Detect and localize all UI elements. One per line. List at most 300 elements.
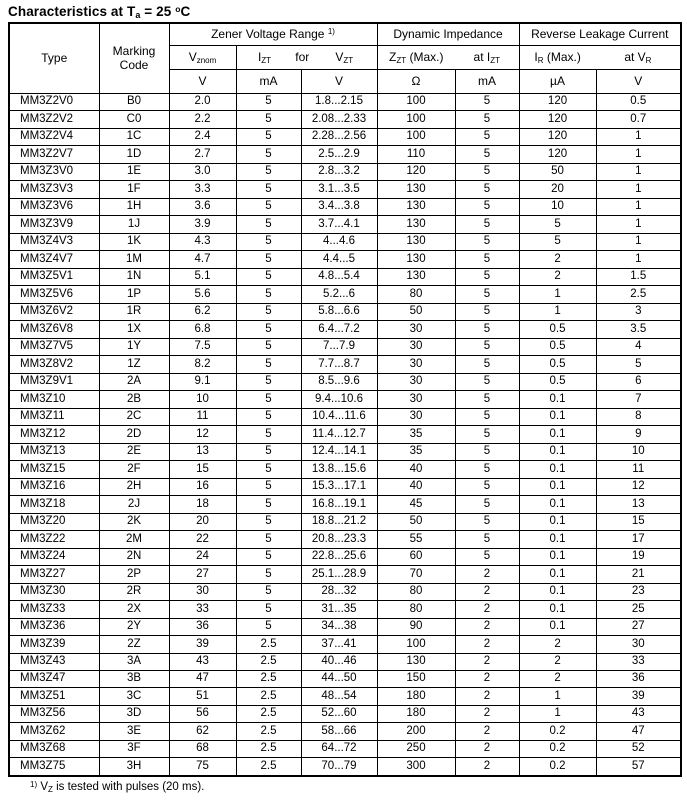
cell-vznom: 3.3: [169, 181, 236, 198]
cell-at-vr: 23: [596, 583, 681, 600]
cell-at-izt: 5: [455, 111, 519, 128]
cell-ir-max: 0.1: [519, 391, 596, 408]
cell-at-izt: 5: [455, 391, 519, 408]
cell-vznom: 3.0: [169, 163, 236, 180]
table-row: [9, 513, 681, 530]
cell-vzt-range: 40...46: [301, 653, 377, 670]
cell-at-vr: 27: [596, 618, 681, 635]
cell-marking-code: 2Z: [99, 636, 169, 653]
table-row: [9, 653, 681, 670]
cell-type: MM3Z18: [9, 496, 99, 513]
cell-zzt-max: 130: [377, 181, 455, 198]
cell-vzt-range: 2.8...3.2: [301, 163, 377, 180]
cell-type: MM3Z2V4: [9, 128, 99, 145]
cell-at-vr: 7: [596, 391, 681, 408]
cell-type: MM3Z3V3: [9, 181, 99, 198]
col-header-type: Type: [9, 23, 99, 94]
cell-marking-code: 1E: [99, 163, 169, 180]
cell-izt: 5: [236, 443, 301, 460]
cell-type: MM3Z7V5: [9, 338, 99, 355]
cell-izt: 2.5: [236, 723, 301, 740]
cell-izt: 5: [236, 373, 301, 390]
cell-marking-code: 2C: [99, 408, 169, 425]
cell-izt: 5: [236, 548, 301, 565]
cell-at-vr: 0.7: [596, 111, 681, 128]
cell-izt: 5: [236, 601, 301, 618]
cell-at-izt: 5: [455, 443, 519, 460]
cell-ir-max: 120: [519, 94, 596, 111]
cell-at-izt: 5: [455, 181, 519, 198]
cell-type: MM3Z13: [9, 443, 99, 460]
table-row: [9, 128, 681, 145]
cell-zzt-max: 55: [377, 531, 455, 548]
cell-at-vr: 1: [596, 216, 681, 233]
cell-izt: 5: [236, 286, 301, 303]
cell-vznom: 4.7: [169, 251, 236, 268]
cell-vznom: 75: [169, 758, 236, 776]
cell-type: MM3Z68: [9, 740, 99, 757]
table-row: [9, 705, 681, 722]
cell-zzt-max: 130: [377, 216, 455, 233]
cell-vzt-range: 10.4...11.6: [301, 408, 377, 425]
cell-at-izt: 5: [455, 128, 519, 145]
cell-marking-code: 1K: [99, 233, 169, 250]
table-row: [9, 146, 681, 163]
unit-vzt: V: [301, 70, 377, 94]
cell-type: MM3Z6V2: [9, 303, 99, 320]
table-row: [9, 478, 681, 495]
cell-ir-max: 120: [519, 146, 596, 163]
table-header: [9, 23, 681, 94]
table-row: [9, 408, 681, 425]
table-row: [9, 723, 681, 740]
cell-at-izt: 5: [455, 408, 519, 425]
cell-izt: 5: [236, 566, 301, 583]
cell-zzt-max: 250: [377, 740, 455, 757]
cell-vzt-range: 4.8...5.4: [301, 268, 377, 285]
cell-vznom: 2.2: [169, 111, 236, 128]
cell-type: MM3Z33: [9, 601, 99, 618]
cell-ir-max: 0.1: [519, 461, 596, 478]
cell-zzt-max: 60: [377, 548, 455, 565]
cell-izt: 2.5: [236, 688, 301, 705]
cell-vznom: 5.1: [169, 268, 236, 285]
cell-izt: 5: [236, 146, 301, 163]
cell-zzt-max: 100: [377, 111, 455, 128]
cell-vznom: 11: [169, 408, 236, 425]
cell-at-izt: 5: [455, 338, 519, 355]
cell-type: MM3Z2V0: [9, 94, 99, 111]
cell-at-vr: 1: [596, 163, 681, 180]
table-row: [9, 618, 681, 635]
cell-type: MM3Z4V7: [9, 251, 99, 268]
cell-type: MM3Z3V0: [9, 163, 99, 180]
table-row: [9, 426, 681, 443]
table-row: [9, 443, 681, 460]
table-row: [9, 111, 681, 128]
cell-type: MM3Z24: [9, 548, 99, 565]
cell-type: MM3Z22: [9, 531, 99, 548]
cell-marking-code: 1Z: [99, 356, 169, 373]
cell-at-izt: 5: [455, 513, 519, 530]
cell-ir-max: 2: [519, 268, 596, 285]
title-subscript: a: [135, 10, 141, 20]
unit-ir: µA: [519, 70, 596, 94]
cell-izt: 5: [236, 496, 301, 513]
cell-vzt-range: 13.8...15.6: [301, 461, 377, 478]
cell-at-izt: 5: [455, 268, 519, 285]
cell-vznom: 36: [169, 618, 236, 635]
cell-ir-max: 1: [519, 705, 596, 722]
cell-vzt-range: 34...38: [301, 618, 377, 635]
cell-zzt-max: 150: [377, 670, 455, 687]
cell-type: MM3Z2V7: [9, 146, 99, 163]
cell-at-izt: 5: [455, 461, 519, 478]
cell-zzt-max: 100: [377, 94, 455, 111]
cell-izt: 5: [236, 478, 301, 495]
cell-at-vr: 52: [596, 740, 681, 757]
cell-at-izt: 2: [455, 670, 519, 687]
cell-marking-code: 2M: [99, 531, 169, 548]
cell-marking-code: 1F: [99, 181, 169, 198]
cell-izt: 5: [236, 321, 301, 338]
cell-at-izt: 5: [455, 531, 519, 548]
cell-type: MM3Z4V3: [9, 233, 99, 250]
cell-vzt-range: 12.4...14.1: [301, 443, 377, 460]
cell-zzt-max: 120: [377, 163, 455, 180]
cell-vznom: 56: [169, 705, 236, 722]
cell-marking-code: 2B: [99, 391, 169, 408]
cell-vznom: 3.6: [169, 198, 236, 215]
table-row: [9, 531, 681, 548]
cell-type: MM3Z43: [9, 653, 99, 670]
cell-ir-max: 50: [519, 163, 596, 180]
cell-vzt-range: 5.2...6: [301, 286, 377, 303]
col-header-ir-max: IR (Max.): [534, 49, 581, 65]
group-header-dynamic-impedance: Dynamic Impedance: [377, 23, 519, 46]
cell-type: MM3Z12: [9, 426, 99, 443]
cell-izt: 5: [236, 128, 301, 145]
cell-izt: 5: [236, 303, 301, 320]
table-row: [9, 496, 681, 513]
cell-ir-max: 1: [519, 688, 596, 705]
cell-ir-max: 2: [519, 251, 596, 268]
cell-type: MM3Z51: [9, 688, 99, 705]
table-row: [9, 688, 681, 705]
cell-vznom: 68: [169, 740, 236, 757]
col-header-ir-atvr: [519, 46, 681, 70]
cell-vzt-range: 7.7...8.7: [301, 356, 377, 373]
cell-at-izt: 5: [455, 163, 519, 180]
cell-vzt-range: 16.8...19.1: [301, 496, 377, 513]
col-header-marking-code: Marking Code: [99, 23, 169, 94]
cell-vznom: 22: [169, 531, 236, 548]
cell-at-izt: 2: [455, 583, 519, 600]
cell-zzt-max: 40: [377, 478, 455, 495]
cell-at-izt: 5: [455, 94, 519, 111]
cell-vznom: 47: [169, 670, 236, 687]
cell-marking-code: 2E: [99, 443, 169, 460]
cell-type: MM3Z9V1: [9, 373, 99, 390]
col-header-at-izt: at IZT: [473, 49, 500, 65]
cell-ir-max: 0.5: [519, 373, 596, 390]
cell-vznom: 13: [169, 443, 236, 460]
cell-vzt-range: 22.8...25.6: [301, 548, 377, 565]
cell-vznom: 9.1: [169, 373, 236, 390]
table-row: [9, 251, 681, 268]
cell-vznom: 2.0: [169, 94, 236, 111]
cell-zzt-max: 110: [377, 146, 455, 163]
cell-marking-code: 1R: [99, 303, 169, 320]
cell-type: MM3Z39: [9, 636, 99, 653]
unit-zzt: Ω: [377, 70, 455, 94]
cell-at-izt: 5: [455, 496, 519, 513]
cell-vzt-range: 3.4...3.8: [301, 198, 377, 215]
cell-vznom: 4.3: [169, 233, 236, 250]
cell-type: MM3Z3V6: [9, 198, 99, 215]
cell-marking-code: 1J: [99, 216, 169, 233]
cell-at-izt: 2: [455, 636, 519, 653]
cell-at-vr: 33: [596, 653, 681, 670]
cell-type: MM3Z6V8: [9, 321, 99, 338]
table-row: [9, 268, 681, 285]
cell-type: MM3Z47: [9, 670, 99, 687]
table-row: [9, 181, 681, 198]
cell-vznom: 33: [169, 601, 236, 618]
table-row: [9, 758, 681, 776]
cell-marking-code: C0: [99, 111, 169, 128]
cell-vznom: 62: [169, 723, 236, 740]
cell-zzt-max: 50: [377, 513, 455, 530]
cell-at-izt: 2: [455, 758, 519, 776]
cell-at-vr: 1.5: [596, 268, 681, 285]
cell-type: MM3Z20: [9, 513, 99, 530]
cell-izt: 5: [236, 163, 301, 180]
cell-at-izt: 5: [455, 426, 519, 443]
cell-izt: 2.5: [236, 740, 301, 757]
cell-at-izt: 5: [455, 303, 519, 320]
cell-izt: 5: [236, 233, 301, 250]
cell-at-izt: 2: [455, 740, 519, 757]
cell-ir-max: 1: [519, 303, 596, 320]
cell-at-vr: 1: [596, 128, 681, 145]
cell-marking-code: 3A: [99, 653, 169, 670]
cell-ir-max: 0.5: [519, 356, 596, 373]
cell-at-vr: 2.5: [596, 286, 681, 303]
cell-at-izt: 5: [455, 373, 519, 390]
table-row: [9, 198, 681, 215]
cell-at-vr: 1: [596, 181, 681, 198]
cell-vzt-range: 37...41: [301, 636, 377, 653]
cell-izt: 2.5: [236, 758, 301, 776]
cell-vznom: 7.5: [169, 338, 236, 355]
cell-at-vr: 39: [596, 688, 681, 705]
cell-ir-max: 0.1: [519, 426, 596, 443]
cell-at-vr: 25: [596, 601, 681, 618]
cell-izt: 5: [236, 426, 301, 443]
cell-type: MM3Z56: [9, 705, 99, 722]
cell-ir-max: 0.1: [519, 478, 596, 495]
cell-vzt-range: 18.8...21.2: [301, 513, 377, 530]
cell-at-vr: 10: [596, 443, 681, 460]
cell-izt: 5: [236, 531, 301, 548]
table-row: [9, 163, 681, 180]
col-header-izt-for-vzt: IZT for VZT: [236, 46, 377, 70]
cell-ir-max: 0.5: [519, 321, 596, 338]
col-header-zzt-max: ZZT (Max.): [389, 49, 444, 65]
cell-vznom: 18: [169, 496, 236, 513]
cell-at-izt: 5: [455, 356, 519, 373]
cell-vznom: 2.4: [169, 128, 236, 145]
cell-type: MM3Z3V9: [9, 216, 99, 233]
cell-zzt-max: 35: [377, 443, 455, 460]
table-row: [9, 601, 681, 618]
cell-ir-max: 0.5: [519, 338, 596, 355]
cell-ir-max: 0.2: [519, 740, 596, 757]
cell-zzt-max: 30: [377, 356, 455, 373]
cell-zzt-max: 300: [377, 758, 455, 776]
cell-vzt-range: 6.4...7.2: [301, 321, 377, 338]
cell-type: MM3Z10: [9, 391, 99, 408]
cell-ir-max: 10: [519, 198, 596, 215]
cell-ir-max: 0.1: [519, 548, 596, 565]
cell-at-vr: 1: [596, 233, 681, 250]
cell-zzt-max: 100: [377, 636, 455, 653]
cell-zzt-max: 50: [377, 303, 455, 320]
cell-vznom: 15: [169, 461, 236, 478]
cell-at-izt: 2: [455, 566, 519, 583]
cell-zzt-max: 180: [377, 688, 455, 705]
cell-vzt-range: 44...50: [301, 670, 377, 687]
table-row: [9, 740, 681, 757]
cell-zzt-max: 80: [377, 286, 455, 303]
cell-izt: 5: [236, 111, 301, 128]
cell-zzt-max: 130: [377, 653, 455, 670]
cell-izt: 2.5: [236, 636, 301, 653]
cell-zzt-max: 35: [377, 426, 455, 443]
cell-izt: 5: [236, 513, 301, 530]
cell-izt: 5: [236, 391, 301, 408]
cell-at-izt: 2: [455, 723, 519, 740]
cell-ir-max: 0.1: [519, 531, 596, 548]
cell-at-vr: 5: [596, 356, 681, 373]
table-row: [9, 233, 681, 250]
cell-marking-code: 1C: [99, 128, 169, 145]
cell-at-vr: 1: [596, 146, 681, 163]
cell-at-izt: 2: [455, 653, 519, 670]
cell-izt: 5: [236, 461, 301, 478]
cell-zzt-max: 200: [377, 723, 455, 740]
cell-izt: 5: [236, 583, 301, 600]
cell-at-izt: 5: [455, 548, 519, 565]
cell-type: MM3Z2V2: [9, 111, 99, 128]
cell-izt: 2.5: [236, 670, 301, 687]
cell-ir-max: 120: [519, 128, 596, 145]
cell-marking-code: 2D: [99, 426, 169, 443]
cell-at-vr: 19: [596, 548, 681, 565]
table-row: [9, 670, 681, 687]
cell-zzt-max: 45: [377, 496, 455, 513]
cell-vzt-range: 3.1...3.5: [301, 181, 377, 198]
cell-at-vr: 3: [596, 303, 681, 320]
cell-vznom: 30: [169, 583, 236, 600]
cell-ir-max: 2: [519, 670, 596, 687]
cell-ir-max: 0.1: [519, 408, 596, 425]
cell-izt: 5: [236, 198, 301, 215]
cell-vzt-range: 2.28...2.56: [301, 128, 377, 145]
cell-zzt-max: 70: [377, 566, 455, 583]
cell-ir-max: 2: [519, 636, 596, 653]
table-row: [9, 391, 681, 408]
cell-at-izt: 5: [455, 198, 519, 215]
unit-at-vr: V: [596, 70, 681, 94]
cell-marking-code: 1X: [99, 321, 169, 338]
cell-at-vr: 11: [596, 461, 681, 478]
cell-marking-code: 1H: [99, 198, 169, 215]
table-row: [9, 286, 681, 303]
cell-at-vr: 4: [596, 338, 681, 355]
cell-marking-code: 2R: [99, 583, 169, 600]
cell-vznom: 6.2: [169, 303, 236, 320]
group-header-zener-voltage-range: Zener Voltage Range $^{1)}$: [169, 23, 377, 46]
cell-at-izt: 2: [455, 618, 519, 635]
cell-vzt-range: 28...32: [301, 583, 377, 600]
cell-ir-max: 0.1: [519, 513, 596, 530]
table-row: [9, 321, 681, 338]
cell-zzt-max: 130: [377, 268, 455, 285]
table-row: [9, 583, 681, 600]
unit-at-izt: mA: [455, 70, 519, 94]
col-header-zzt-atizt: [377, 46, 519, 70]
table-row: [9, 548, 681, 565]
cell-vzt-range: 5.8...6.6: [301, 303, 377, 320]
cell-zzt-max: 40: [377, 461, 455, 478]
cell-vzt-range: 25.1...28.9: [301, 566, 377, 583]
cell-marking-code: 1M: [99, 251, 169, 268]
cell-vzt-range: 64...72: [301, 740, 377, 757]
cell-at-izt: 2: [455, 705, 519, 722]
cell-marking-code: 2J: [99, 496, 169, 513]
cell-vznom: 5.6: [169, 286, 236, 303]
cell-ir-max: 1: [519, 286, 596, 303]
cell-marking-code: 3F: [99, 740, 169, 757]
col-header-at-vr: at VR: [624, 49, 652, 65]
cell-marking-code: 2P: [99, 566, 169, 583]
cell-izt: 5: [236, 618, 301, 635]
degree-symbol: o: [175, 4, 181, 14]
cell-marking-code: 2X: [99, 601, 169, 618]
table-row: [9, 373, 681, 390]
cell-marking-code: 1D: [99, 146, 169, 163]
cell-zzt-max: 30: [377, 338, 455, 355]
cell-type: MM3Z36: [9, 618, 99, 635]
cell-at-izt: 2: [455, 688, 519, 705]
cell-marking-code: 3C: [99, 688, 169, 705]
cell-at-vr: 1: [596, 251, 681, 268]
cell-vzt-range: 3.7...4.1: [301, 216, 377, 233]
cell-vznom: 51: [169, 688, 236, 705]
cell-at-vr: 6: [596, 373, 681, 390]
cell-at-vr: 30: [596, 636, 681, 653]
cell-marking-code: 2H: [99, 478, 169, 495]
cell-marking-code: 2F: [99, 461, 169, 478]
cell-zzt-max: 180: [377, 705, 455, 722]
cell-vzt-range: 31...35: [301, 601, 377, 618]
cell-at-izt: 5: [455, 233, 519, 250]
cell-type: MM3Z62: [9, 723, 99, 740]
unit-vznom: V: [169, 70, 236, 94]
cell-vzt-range: 7...7.9: [301, 338, 377, 355]
